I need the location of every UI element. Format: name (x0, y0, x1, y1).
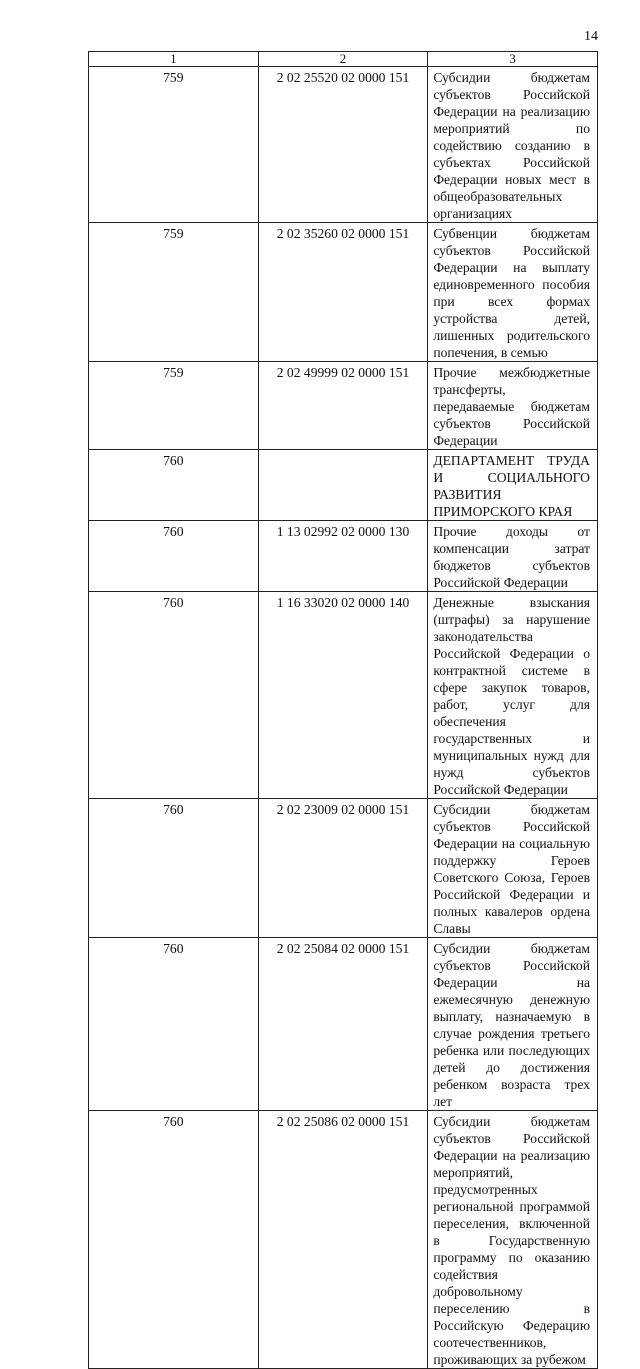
revenue-code-cell: 2 02 25520 02 0000 151 (258, 67, 428, 223)
revenue-name-cell: Прочие доходы от компенсации затрат бюджетов субъектов Российской Федерации (428, 521, 598, 592)
revenue-code-cell: 1 16 33020 02 0000 140 (258, 592, 428, 799)
column-header-1: 1 (89, 52, 259, 67)
admin-code-cell: 760 (89, 1111, 259, 1369)
revenue-code-cell: 2 02 25086 02 0000 151 (258, 1111, 428, 1369)
admin-code-cell: 759 (89, 362, 259, 450)
department-name-cell: ДЕПАРТАМЕНТ ТРУДА И СОЦИАЛЬНОГО РАЗВИТИЯ ПРИМОРСКОГО КРАЯ (428, 450, 598, 521)
revenue-codes-table (88, 51, 598, 1369)
revenue-code-cell: 2 02 25084 02 0000 151 (258, 938, 428, 1111)
column-header-3: 3 (428, 52, 598, 67)
table-row (89, 362, 598, 450)
table-row (89, 799, 598, 938)
revenue-name-cell: Субсидии бюджетам субъектов Российской Федерации на социальную поддержку Героев Советского Союза, Героев Российской Федерации и полных кавалеров ордена Славы (428, 799, 598, 938)
page-number: 14 (584, 29, 598, 44)
admin-code-cell: 759 (89, 223, 259, 362)
admin-code-cell: 760 (89, 592, 259, 799)
revenue-code-cell: 2 02 35260 02 0000 151 (258, 223, 428, 362)
table-row-department (89, 450, 598, 521)
revenue-code-cell: 2 02 23009 02 0000 151 (258, 799, 428, 938)
table-row (89, 592, 598, 799)
revenue-code-cell: 2 02 49999 02 0000 151 (258, 362, 428, 450)
revenue-name-cell: Субсидии бюджетам субъектов Российской Федерации на ежемесячную денежную выплату, назначаемую в случае рождения третьего ребенка или последующих детей до достижения ребенком возраста трех лет (428, 938, 598, 1111)
admin-code-cell: 760 (89, 799, 259, 938)
admin-code-cell: 759 (89, 67, 259, 223)
admin-code-cell: 760 (89, 938, 259, 1111)
revenue-code-cell: 1 13 02992 02 0000 130 (258, 521, 428, 592)
revenue-code-cell (258, 450, 428, 521)
table-row (89, 521, 598, 592)
table-row (89, 223, 598, 362)
revenue-name-cell: Прочие межбюджетные трансферты, передаваемые бюджетам субъектов Российской Федерации (428, 362, 598, 450)
revenue-name-cell: Субвенции бюджетам субъектов Российской Федерации на выплату единовременного пособия при всех формах устройства детей, лишенных родительского попечения, в семью (428, 223, 598, 362)
table-row (89, 938, 598, 1111)
table-header-row (89, 52, 598, 67)
column-header-2: 2 (258, 52, 428, 67)
revenue-name-cell: Субсидии бюджетам субъектов Российской Федерации на реализацию мероприятий, предусмотренных региональной программой переселения, включенной в Государственную программу по оказанию содействия добровольному переселению в Российскую Федерацию соотечественников, проживающих за рубежом (428, 1111, 598, 1369)
admin-code-cell: 760 (89, 450, 259, 521)
revenue-name-cell: Денежные взыскания (штрафы) за нарушение законодательства Российской Федерации о контрактной системе в сфере закупок товаров, работ, услуг для обеспечения государственных и муниципальных нужд для нужд субъектов Российской Федерации (428, 592, 598, 799)
admin-code-cell: 760 (89, 521, 259, 592)
table-row (89, 67, 598, 223)
table-row (89, 1111, 598, 1369)
revenue-name-cell: Субсидии бюджетам субъектов Российской Федерации на реализацию мероприятий по содействию созданию в субъектах Российской Федерации новых мест в общеобразовательных организациях (428, 67, 598, 223)
